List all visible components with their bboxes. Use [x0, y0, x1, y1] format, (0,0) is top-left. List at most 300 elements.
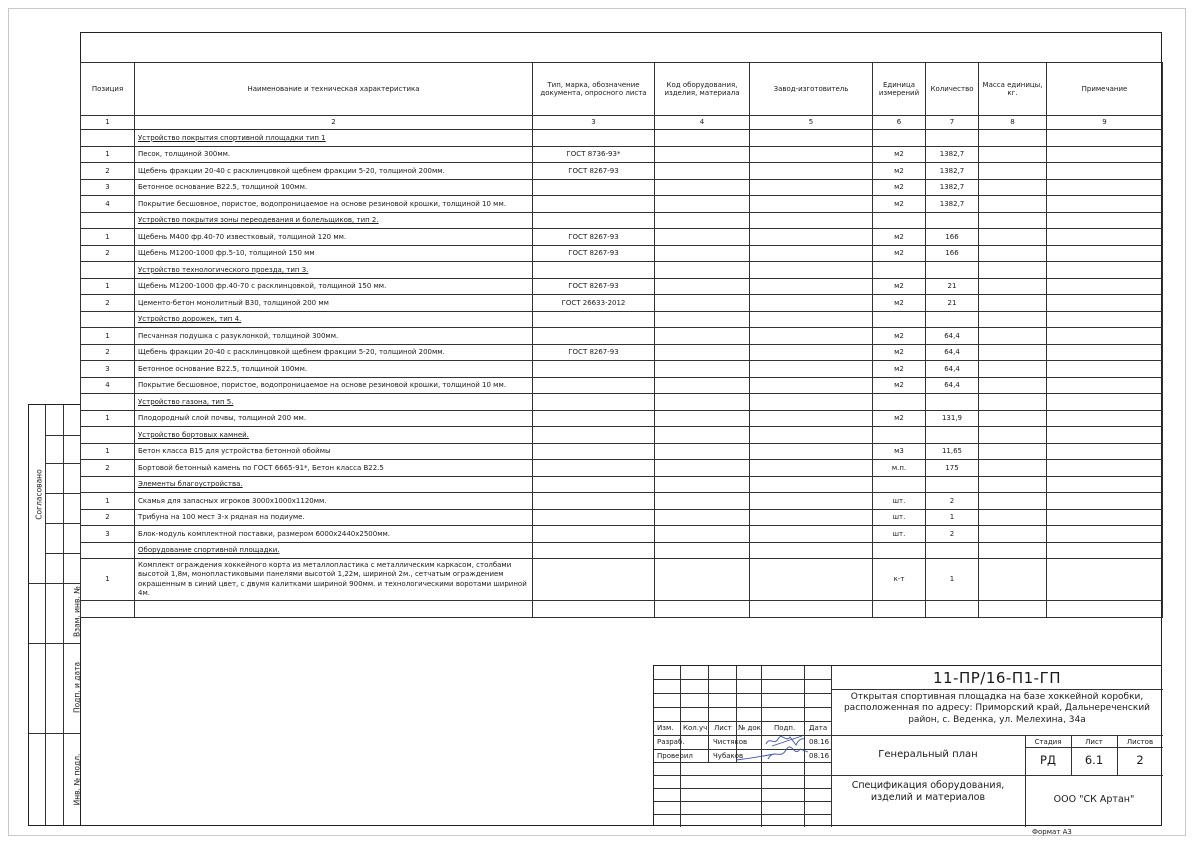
date-checker: 08.16: [809, 752, 830, 760]
note-cell: [1047, 344, 1163, 361]
unit-cell: м2: [873, 179, 926, 196]
position-cell: 3: [81, 526, 135, 543]
mass-cell: [979, 493, 1047, 510]
position-cell: 2: [81, 344, 135, 361]
table-body: [81, 130, 1163, 618]
code-cell: [655, 278, 750, 295]
name-cell: Покрытие бесшовное, пористое, водопроницаемое на основе резиновой крошки, толщиной 10 мм.: [135, 377, 533, 394]
note-cell: [1047, 146, 1163, 163]
note-cell: [1047, 427, 1163, 444]
col-head-date: Дата: [809, 724, 828, 732]
name-cell: Устройство дорожек, тип 4.: [135, 311, 533, 328]
manufacturer-cell: [750, 410, 873, 427]
table-row: [81, 146, 1163, 163]
manufacturer-cell: [750, 179, 873, 196]
mass-cell: [979, 344, 1047, 361]
quantity-cell: 1382,7: [926, 146, 979, 163]
code-cell: [655, 542, 750, 559]
manufacturer-cell: [750, 130, 873, 147]
unit-cell: м2: [873, 361, 926, 378]
code-cell: [655, 410, 750, 427]
code-cell: [655, 163, 750, 180]
column-header: Тип, марка, обозначение документа, опросного листа: [533, 63, 655, 116]
mass-cell: [979, 476, 1047, 493]
empty-cell: [926, 601, 979, 618]
quantity-cell: 64,4: [926, 344, 979, 361]
manufacturer-cell: [750, 427, 873, 444]
quantity-cell: [926, 542, 979, 559]
note-cell: [1047, 526, 1163, 543]
unit-cell: [873, 130, 926, 147]
name-cell: Бетонное основание В22.5, толщиной 100мм.: [135, 179, 533, 196]
code-cell: [655, 509, 750, 526]
position-cell: 3: [81, 361, 135, 378]
code-cell: [655, 245, 750, 262]
section-row: [81, 394, 1163, 411]
column-header: Единица измерений: [873, 63, 926, 116]
table-row: [81, 526, 1163, 543]
sheets-value: 2: [1136, 753, 1144, 767]
name-cell: Щебень фракции 20-40 с расклинцовкой щебнем фракции 5-20, толщиной 200мм.: [135, 163, 533, 180]
position-cell: 1: [81, 410, 135, 427]
mass-cell: [979, 196, 1047, 213]
sheet-value: 6.1: [1084, 753, 1104, 767]
note-cell: [1047, 443, 1163, 460]
code-cell: [655, 295, 750, 312]
note-cell: [1047, 262, 1163, 279]
position-cell: [81, 542, 135, 559]
document-cell: ГОСТ 8736-93*: [533, 146, 655, 163]
table-row: [81, 278, 1163, 295]
name-cell: Элементы благоустройства.: [135, 476, 533, 493]
inv-replacement-label: Взам. инв. №: [72, 586, 82, 637]
note-cell: [1047, 179, 1163, 196]
column-header: Количество: [926, 63, 979, 116]
note-cell: [1047, 229, 1163, 246]
code-cell: [655, 212, 750, 229]
name-cell: Цементо-бетон монолитный В30, толщиной 200 мм: [135, 295, 533, 312]
name-cell: Плодородный слой почвы, толщиной 200 мм.: [135, 410, 533, 427]
quantity-cell: 1382,7: [926, 196, 979, 213]
document-cell: [533, 130, 655, 147]
table-row: [81, 509, 1163, 526]
document-cell: [533, 328, 655, 345]
sheet-label: Лист: [1085, 738, 1103, 746]
unit-cell: м2: [873, 295, 926, 312]
unit-cell: [873, 427, 926, 444]
position-cell: 1: [81, 146, 135, 163]
mass-cell: [979, 559, 1047, 601]
unit-cell: м2: [873, 344, 926, 361]
mass-cell: [979, 179, 1047, 196]
table-row: [81, 410, 1163, 427]
position-cell: 4: [81, 196, 135, 213]
manufacturer-cell: [750, 295, 873, 312]
table-row: [81, 559, 1163, 601]
name-cell: Оборудование спортивной площадки.: [135, 542, 533, 559]
name-developer: Чистяков: [713, 738, 748, 746]
document-cell: [533, 476, 655, 493]
mass-cell: [979, 146, 1047, 163]
empty-row: [81, 601, 1163, 618]
mass-cell: [979, 229, 1047, 246]
quantity-cell: 2: [926, 493, 979, 510]
agreed-label: Согласовано: [34, 469, 44, 520]
quantity-cell: 64,4: [926, 377, 979, 394]
table-row: [81, 163, 1163, 180]
quantity-cell: 1382,7: [926, 179, 979, 196]
inv-original-label: Инв. № подл.: [72, 753, 82, 806]
note-cell: [1047, 196, 1163, 213]
document-cell: [533, 427, 655, 444]
unit-cell: м3: [873, 443, 926, 460]
note-cell: [1047, 163, 1163, 180]
code-cell: [655, 311, 750, 328]
code-cell: [655, 526, 750, 543]
table-row: [81, 344, 1163, 361]
mass-cell: [979, 163, 1047, 180]
unit-cell: м2: [873, 377, 926, 394]
position-cell: 1: [81, 443, 135, 460]
note-cell: [1047, 559, 1163, 601]
position-cell: [81, 394, 135, 411]
name-cell: Устройство газона, тип 5.: [135, 394, 533, 411]
name-cell: Бетонное основание В22.5, толщиной 100мм.: [135, 361, 533, 378]
mass-cell: [979, 443, 1047, 460]
document-cell: ГОСТ 26633-2012: [533, 295, 655, 312]
manufacturer-cell: [750, 311, 873, 328]
mass-cell: [979, 410, 1047, 427]
mass-cell: [979, 212, 1047, 229]
unit-cell: шт.: [873, 493, 926, 510]
column-number-row: [81, 116, 1163, 130]
position-cell: 2: [81, 509, 135, 526]
col-head-doc: № док: [738, 724, 761, 732]
format-label: Формат А3: [1032, 828, 1072, 836]
document-cell: [533, 526, 655, 543]
position-cell: 4: [81, 377, 135, 394]
table-row: [81, 460, 1163, 477]
mass-cell: [979, 311, 1047, 328]
manufacturer-cell: [750, 196, 873, 213]
document-cell: [533, 179, 655, 196]
code-cell: [655, 443, 750, 460]
manufacturer-cell: [750, 526, 873, 543]
unit-cell: [873, 394, 926, 411]
quantity-cell: 2: [926, 526, 979, 543]
mass-cell: [979, 328, 1047, 345]
table-row: [81, 443, 1163, 460]
unit-cell: м2: [873, 328, 926, 345]
section-row: [81, 427, 1163, 444]
manufacturer-cell: [750, 245, 873, 262]
code-cell: [655, 427, 750, 444]
note-cell: [1047, 493, 1163, 510]
empty-cell: [979, 601, 1047, 618]
project-title: Открытая спортивная площадка на базе хоккейной коробки, расположенная по адресу: Приморский край, Дальнереченский район, с. Веденка, ул. Мелехина, 34а: [843, 692, 1151, 725]
table-row: [81, 196, 1163, 213]
code-cell: [655, 328, 750, 345]
position-cell: 1: [81, 229, 135, 246]
column-number: 9: [1047, 116, 1163, 130]
mass-cell: [979, 427, 1047, 444]
quantity-cell: 175: [926, 460, 979, 477]
document-cell: [533, 410, 655, 427]
name-cell: Песок, толщиной 300мм.: [135, 146, 533, 163]
name-cell: Скамья для запасных игроков 3000х1000х1120мм.: [135, 493, 533, 510]
document-cell: [533, 311, 655, 328]
column-header: Наименование и техническая характеристика: [135, 63, 533, 116]
note-cell: [1047, 295, 1163, 312]
mass-cell: [979, 526, 1047, 543]
col-head-koluch: Кол.уч: [683, 724, 708, 732]
quantity-cell: [926, 427, 979, 444]
position-cell: [81, 262, 135, 279]
quantity-cell: 1382,7: [926, 163, 979, 180]
manufacturer-cell: [750, 377, 873, 394]
document-cell: [533, 443, 655, 460]
sign-date-label: Подп. и дата: [72, 661, 82, 714]
stage-label: Стадия: [1034, 738, 1062, 746]
mass-cell: [979, 295, 1047, 312]
quantity-cell: 166: [926, 229, 979, 246]
quantity-cell: 131,9: [926, 410, 979, 427]
column-header: Примечание: [1047, 63, 1163, 116]
document-cell: ГОСТ 8267-93: [533, 245, 655, 262]
document-cell: [533, 493, 655, 510]
manufacturer-cell: [750, 163, 873, 180]
quantity-cell: [926, 212, 979, 229]
note-cell: [1047, 460, 1163, 477]
date-developer: 08.16: [809, 738, 830, 746]
mass-cell: [979, 509, 1047, 526]
position-cell: [81, 130, 135, 147]
mass-cell: [979, 460, 1047, 477]
quantity-cell: 21: [926, 295, 979, 312]
document-cell: ГОСТ 8267-93: [533, 229, 655, 246]
organization: ООО "СК Артан": [1053, 794, 1135, 805]
column-number: 3: [533, 116, 655, 130]
mass-cell: [979, 361, 1047, 378]
code-cell: [655, 196, 750, 213]
name-cell: Трибуна на 100 мест 3-х рядная на подиуме.: [135, 509, 533, 526]
unit-cell: м2: [873, 410, 926, 427]
code-cell: [655, 179, 750, 196]
unit-cell: шт.: [873, 526, 926, 543]
note-cell: [1047, 311, 1163, 328]
name-cell: Покрытие бесшовное, пористое, водопроницаемое на основе резиновой крошки, толщиной 10 мм.: [135, 196, 533, 213]
code-cell: [655, 460, 750, 477]
manufacturer-cell: [750, 559, 873, 601]
document-cell: [533, 262, 655, 279]
note-cell: [1047, 394, 1163, 411]
code-cell: [655, 262, 750, 279]
unit-cell: м.п.: [873, 460, 926, 477]
quantity-cell: [926, 311, 979, 328]
position-cell: [81, 212, 135, 229]
name-cell: Щебень М1200-1000 фр.5-10, толщиной 150 мм: [135, 245, 533, 262]
document-name: Спецификация оборудования, изделий и материалов: [851, 780, 1005, 803]
name-cell: Комплект ограждения хоккейного корта из металлопластика с металлическим каркасом, столбами высотой 1,8м, монопластиковыми панелями высотой 1,22м, шириной 2м., сетчатым ограждением окрашенным в синий цвет, с двумя калитками шириной 900мм. и технологическими воротами шириной 4м.: [135, 559, 533, 601]
position-cell: 2: [81, 245, 135, 262]
unit-cell: м2: [873, 229, 926, 246]
section-row: [81, 311, 1163, 328]
mass-cell: [979, 377, 1047, 394]
unit-cell: [873, 542, 926, 559]
position-cell: 1: [81, 559, 135, 601]
section-row: [81, 476, 1163, 493]
code-cell: [655, 493, 750, 510]
note-cell: [1047, 542, 1163, 559]
note-cell: [1047, 130, 1163, 147]
quantity-cell: [926, 262, 979, 279]
position-cell: 2: [81, 295, 135, 312]
table-header-row: [81, 63, 1163, 116]
note-cell: [1047, 509, 1163, 526]
name-cell: Бортовой бетонный камень по ГОСТ 6665-91*, Бетон класса В22.5: [135, 460, 533, 477]
position-cell: [81, 476, 135, 493]
signature-checker: [734, 746, 814, 762]
unit-cell: м2: [873, 163, 926, 180]
name-cell: Устройство технологического проезда, тип 3.: [135, 262, 533, 279]
sheet-name: Генеральный план: [878, 749, 978, 760]
quantity-cell: [926, 130, 979, 147]
quantity-cell: 64,4: [926, 328, 979, 345]
position-cell: 1: [81, 278, 135, 295]
position-cell: 1: [81, 493, 135, 510]
role-checker: Проверил: [657, 752, 693, 760]
document-cell: [533, 559, 655, 601]
mass-cell: [979, 130, 1047, 147]
manufacturer-cell: [750, 542, 873, 559]
name-cell: Щебень фракции 20-40 с расклинцовкой щебнем фракции 5-20, толщиной 200мм.: [135, 344, 533, 361]
unit-cell: шт.: [873, 509, 926, 526]
col-head-izm: Изм.: [657, 724, 674, 732]
document-cell: ГОСТ 8267-93: [533, 344, 655, 361]
manufacturer-cell: [750, 361, 873, 378]
manufacturer-cell: [750, 146, 873, 163]
document-cell: [533, 460, 655, 477]
unit-cell: [873, 262, 926, 279]
code-cell: [655, 130, 750, 147]
quantity-cell: [926, 476, 979, 493]
manufacturer-cell: [750, 460, 873, 477]
quantity-cell: 11,65: [926, 443, 979, 460]
code-cell: [655, 394, 750, 411]
mass-cell: [979, 542, 1047, 559]
mass-cell: [979, 245, 1047, 262]
note-cell: [1047, 245, 1163, 262]
unit-cell: м2: [873, 196, 926, 213]
document-code: 11-ПР/16-П1-ГП: [932, 669, 1062, 687]
column-number: 6: [873, 116, 926, 130]
col-head-sign: Подп.: [774, 724, 796, 732]
empty-cell: [873, 601, 926, 618]
column-header: Позиция: [81, 63, 135, 116]
document-cell: [533, 377, 655, 394]
quantity-cell: 1: [926, 509, 979, 526]
table-row: [81, 295, 1163, 312]
manufacturer-cell: [750, 278, 873, 295]
column-number: 5: [750, 116, 873, 130]
table-row: [81, 179, 1163, 196]
empty-cell: [135, 601, 533, 618]
manufacturer-cell: [750, 443, 873, 460]
quantity-cell: 166: [926, 245, 979, 262]
document-cell: ГОСТ 8267-93: [533, 163, 655, 180]
table-row: [81, 229, 1163, 246]
document-cell: [533, 394, 655, 411]
quantity-cell: [926, 394, 979, 411]
name-cell: Блок-модуль комплектной поставки, размером 6000х2440х2500мм.: [135, 526, 533, 543]
unit-cell: [873, 476, 926, 493]
quantity-cell: 1: [926, 559, 979, 601]
name-cell: Щебень М1200-1000 фр.40-70 с расклинцовкой, толщиной 150 мм.: [135, 278, 533, 295]
section-row: [81, 542, 1163, 559]
col-head-list: Лист: [714, 724, 732, 732]
manufacturer-cell: [750, 328, 873, 345]
document-cell: [533, 509, 655, 526]
mass-cell: [979, 394, 1047, 411]
position-cell: 2: [81, 460, 135, 477]
note-cell: [1047, 410, 1163, 427]
title-block: [653, 665, 1162, 826]
name-cell: Устройство бортовых камней.: [135, 427, 533, 444]
table-row: [81, 493, 1163, 510]
code-cell: [655, 476, 750, 493]
manufacturer-cell: [750, 229, 873, 246]
name-cell: Бетон класса В15 для устройства бетонной обоймы: [135, 443, 533, 460]
name-checker: Чубаков: [713, 752, 744, 760]
column-number: 8: [979, 116, 1047, 130]
code-cell: [655, 559, 750, 601]
manufacturer-cell: [750, 212, 873, 229]
empty-cell: [750, 601, 873, 618]
position-cell: [81, 311, 135, 328]
table-row: [81, 361, 1163, 378]
manufacturer-cell: [750, 262, 873, 279]
manufacturer-cell: [750, 394, 873, 411]
unit-cell: м2: [873, 278, 926, 295]
column-header: Масса единицы, кг.: [979, 63, 1047, 116]
note-cell: [1047, 212, 1163, 229]
column-header: Код оборудования, изделия, материала: [655, 63, 750, 116]
code-cell: [655, 377, 750, 394]
empty-cell: [1047, 601, 1163, 618]
specification-table: [80, 62, 1163, 618]
name-cell: Устройство покрытия зоны переодевания и болельщиков, тип 2.: [135, 212, 533, 229]
section-row: [81, 262, 1163, 279]
column-number: 7: [926, 116, 979, 130]
note-cell: [1047, 328, 1163, 345]
unit-cell: [873, 311, 926, 328]
role-developer: Разраб.: [657, 738, 685, 746]
quantity-cell: 64,4: [926, 361, 979, 378]
side-stamp: [28, 404, 80, 826]
document-cell: [533, 361, 655, 378]
stage-value: РД: [1040, 753, 1056, 767]
empty-cell: [655, 601, 750, 618]
manufacturer-cell: [750, 344, 873, 361]
document-cell: [533, 196, 655, 213]
table-row: [81, 377, 1163, 394]
position-cell: 3: [81, 179, 135, 196]
manufacturer-cell: [750, 509, 873, 526]
quantity-cell: 21: [926, 278, 979, 295]
column-number: 2: [135, 116, 533, 130]
column-number: 4: [655, 116, 750, 130]
code-cell: [655, 146, 750, 163]
